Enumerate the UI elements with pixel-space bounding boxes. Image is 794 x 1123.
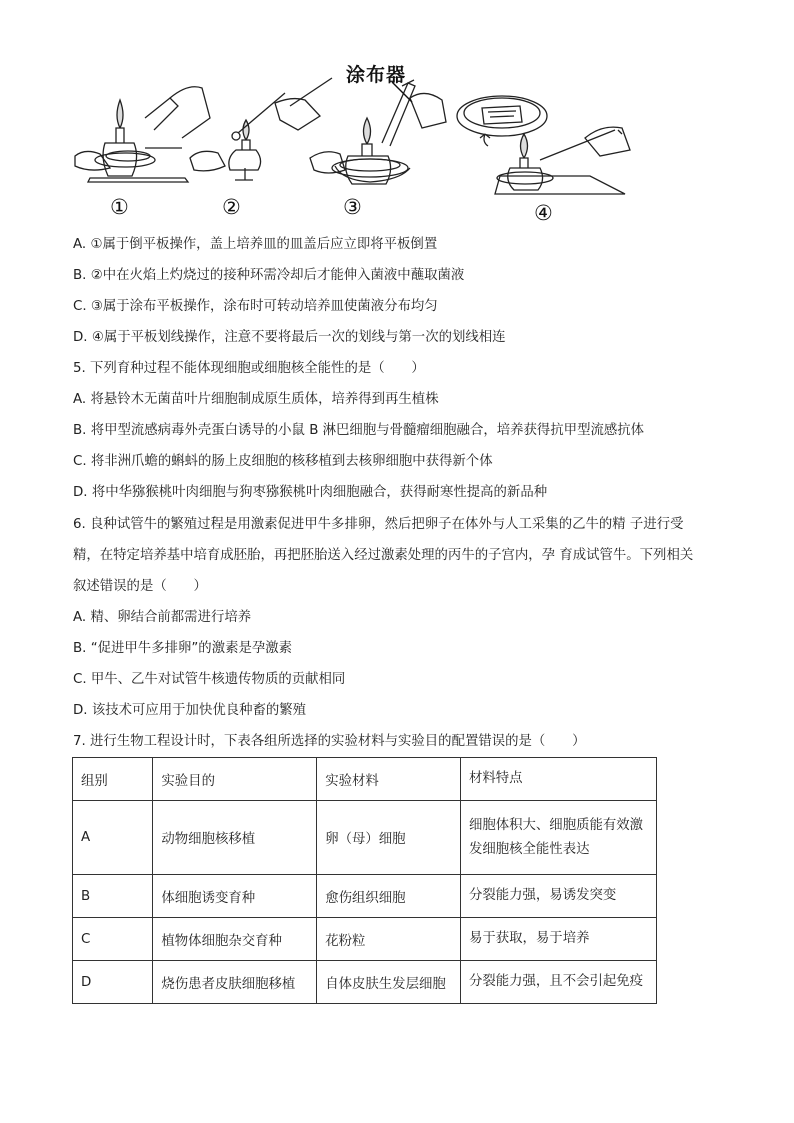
table-row (73, 875, 657, 918)
table-row (73, 961, 657, 1004)
table-cell: 体细胞诱变育种 (153, 875, 317, 918)
panel-2-inoculation-loop-drawing (190, 78, 332, 180)
table-header-cell: 组别 (73, 758, 153, 801)
table-cell: 植物体细胞杂交育种 (153, 918, 317, 961)
table-cell: 花粉粒 (317, 918, 461, 961)
table-cell: 卵（母）细胞 (317, 801, 461, 875)
table-cell: 细胞体积大、细胞质能有效激发细胞核全能性表达 (460, 801, 656, 875)
table-cell: 烧伤患者皮肤细胞移植 (153, 961, 317, 1004)
table-cell: 自体皮肤生发层细胞 (317, 961, 461, 1004)
panel-1-pour-plate-drawing (75, 87, 210, 182)
q4-option-c: C. ③属于涂布平板操作，涂布时可转动培养皿使菌液分布均匀 (73, 299, 438, 314)
q6-option-a: A. 精、卵结合前都需进行培养 (73, 610, 252, 625)
step-label-3: ③ (343, 195, 362, 219)
q6-stem-line-1: 6. 良种试管牛的繁殖过程是用激素促进甲牛多排卵，然后把卵子在体外与人工采集的乙牛的精 子进行受 (73, 517, 684, 532)
step-label-4: ④ (534, 201, 553, 225)
table-cell: 动物细胞核移植 (153, 801, 317, 875)
step-label-1: ① (110, 195, 129, 219)
panel-4-streak-plate-drawing (457, 96, 630, 194)
table-cell: D (73, 961, 153, 1004)
step-label-2: ② (222, 195, 241, 219)
table-cell: 易于获取，易于培养 (460, 918, 656, 961)
q5-option-a: A. 将悬铃木无菌苗叶片细胞制成原生质体，培养得到再生植株 (73, 392, 439, 407)
q6-option-d: D. 该技术可应用于加快优良种畜的繁殖 (73, 703, 307, 718)
q7-table (72, 757, 657, 1004)
callout-arrow (390, 80, 430, 110)
q6-stem-line-2: 精，在特定培养基中培育成胚胎，再把胚胎送入经过激素处理的丙牛的子宫内，孕 育成试管牛。下列相关 (73, 548, 694, 563)
table-cell: B (73, 875, 153, 918)
q4-option-a: A. ①属于倒平板操作，盖上培养皿的皿盖后应立即将平板倒置 (73, 237, 438, 252)
table-header-cell: 实验目的 (153, 758, 317, 801)
q5-option-b: B. 将甲型流感病毒外壳蛋白诱导的小鼠 B 淋巴细胞与骨髓瘤细胞融合，培养获得抗甲型流感抗体 (73, 423, 645, 438)
q5-option-c: C. 将非洲爪蟾的蝌蚪的肠上皮细胞的核移植到去核卵细胞中获得新个体 (73, 454, 493, 469)
table-cell: 愈伤组织细胞 (317, 875, 461, 918)
table-cell: 分裂能力强，易诱发突变 (460, 875, 656, 918)
table-header-cell: 实验材料 (317, 758, 461, 801)
table-cell: A (73, 801, 153, 875)
q5-option-d: D. 将中华猕猴桃叶肉细胞与狗枣猕猴桃叶肉细胞融合，获得耐寒性提高的新品种 (73, 485, 548, 500)
table-row (73, 801, 657, 875)
q4-option-d: D. ④属于平板划线操作，注意不要将最后一次的划线与第一次的划线相连 (73, 330, 506, 345)
q6-option-c: C. 甲牛、乙牛对试管牛核遗传物质的贡献相同 (73, 672, 346, 687)
table-cell: 分裂能力强，且不会引起免疫 (460, 961, 656, 1004)
q4-option-b: B. ②中在火焰上灼烧过的接种环需冷却后才能伸入菌液中蘸取菌液 (73, 268, 465, 283)
q7-stem: 7. 进行生物工程设计时，下表各组所选择的实验材料与实验目的配置错误的是（ ） (73, 734, 586, 749)
table-header-row (73, 758, 657, 801)
q5-stem: 5. 下列育种过程不能体现细胞或细胞核全能性的是（ ） (73, 361, 425, 376)
table-row (73, 918, 657, 961)
table-cell: C (73, 918, 153, 961)
q6-option-b: B. “促进甲牛多排卵”的激素是孕激素 (73, 641, 293, 656)
table-header-cell: 材料特点 (460, 758, 656, 801)
spreader-callout-label: 涂布器 (346, 64, 407, 86)
q6-stem-line-3: 叙述错误的是（ ） (73, 579, 207, 594)
